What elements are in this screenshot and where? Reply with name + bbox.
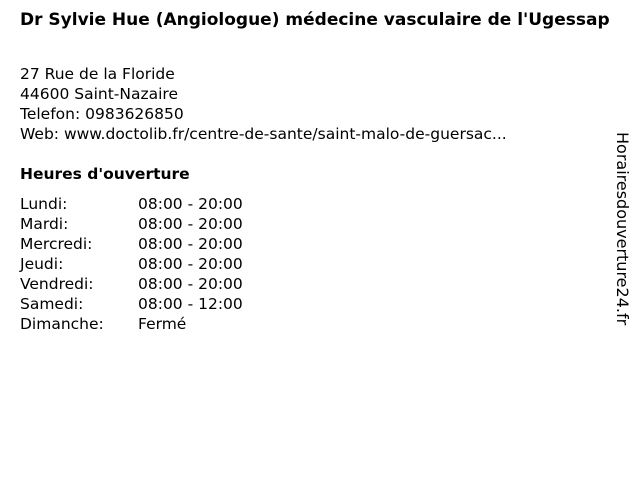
day-label: Lundi: bbox=[20, 195, 68, 213]
day-label: Vendredi: bbox=[20, 275, 94, 293]
address-city: 44600 Saint-Nazaire bbox=[20, 85, 178, 103]
hours-heading: Heures d'ouverture bbox=[20, 165, 190, 183]
hours-row-samedi bbox=[20, 294, 243, 314]
hours-row-lundi bbox=[20, 194, 243, 214]
website-link[interactable]: Web: www.doctolib.fr/centre-de-sante/saint-malo-de-guersac... bbox=[20, 125, 507, 143]
time-value: 08:00 - 20:00 bbox=[138, 275, 243, 293]
hours-row-vendredi bbox=[20, 274, 243, 294]
contact-block bbox=[20, 64, 507, 144]
hours-row-dimanche bbox=[20, 314, 243, 334]
address-street: 27 Rue de la Floride bbox=[20, 65, 175, 83]
time-value: 08:00 - 20:00 bbox=[138, 215, 243, 233]
day-label: Mardi: bbox=[20, 215, 69, 233]
time-value: Fermé bbox=[138, 315, 187, 333]
hours-row-mardi bbox=[20, 214, 243, 234]
day-label: Dimanche: bbox=[20, 315, 104, 333]
day-label: Samedi: bbox=[20, 295, 84, 313]
time-value: 08:00 - 20:00 bbox=[138, 255, 243, 273]
day-label: Jeudi: bbox=[20, 255, 64, 273]
hours-row-jeudi bbox=[20, 254, 243, 274]
time-value: 08:00 - 20:00 bbox=[138, 235, 243, 253]
time-value: 08:00 - 20:00 bbox=[138, 195, 243, 213]
phone-number: Telefon: 0983626850 bbox=[20, 105, 184, 123]
hours-row-mercredi bbox=[20, 234, 243, 254]
time-value: 08:00 - 12:00 bbox=[138, 295, 243, 313]
page-title: Dr Sylvie Hue (Angiologue) médecine vasculaire de l'Ugessap bbox=[20, 10, 610, 30]
site-brand-watermark: Horairesdouverture24.fr bbox=[613, 132, 632, 326]
day-label: Mercredi: bbox=[20, 235, 93, 253]
hours-table bbox=[20, 194, 243, 334]
